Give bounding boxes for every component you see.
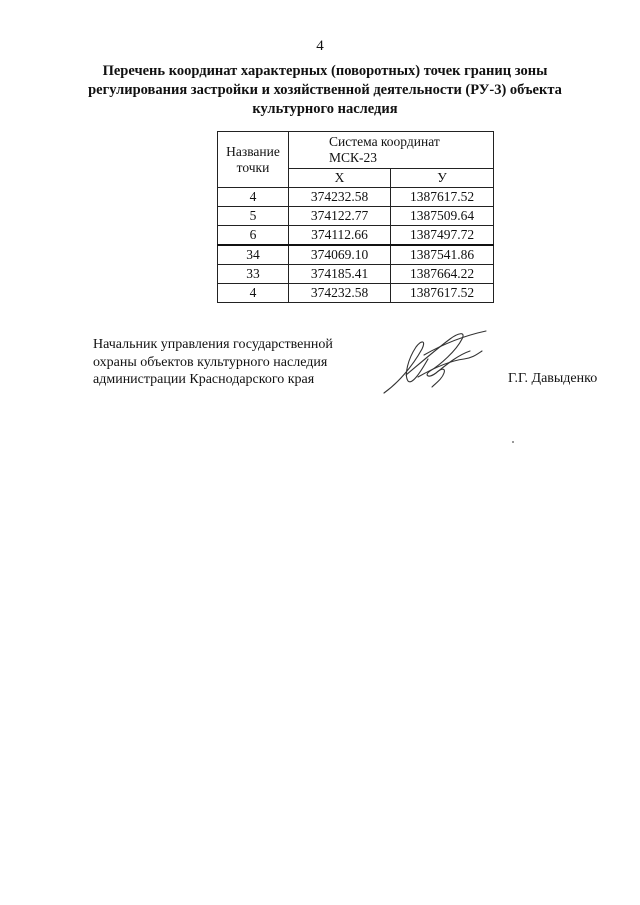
signatory-position [93, 336, 333, 389]
coord-y: 1387617.52 [391, 284, 494, 303]
title-line-2: регулирования застройки и хозяйственной деятельности (РУ-3) объекта [88, 82, 562, 98]
coord-y: 1387664.22 [391, 265, 494, 284]
header-point-name [218, 132, 289, 188]
coord-y: 1387541.86 [391, 245, 494, 265]
coord-y: 1387617.52 [391, 188, 494, 207]
page-number: 4 [316, 38, 324, 54]
header-y: У [391, 169, 494, 188]
document-title [70, 62, 580, 119]
table-row [218, 188, 494, 207]
position-line-1: Начальник управления государственной [93, 337, 333, 352]
point-number: 4 [218, 284, 289, 303]
table-header-row [218, 132, 494, 169]
scan-speck [512, 441, 514, 443]
title-line-3: культурного наследия [252, 101, 398, 117]
coord-x: 374232.58 [289, 284, 391, 303]
header-x: X [289, 169, 391, 188]
header-coordinate-system [289, 132, 494, 169]
point-number: 5 [218, 207, 289, 226]
coord-x: 374185.41 [289, 265, 391, 284]
signatory-name: Г.Г. Давыденко [508, 371, 598, 386]
table-row [218, 265, 494, 284]
coord-x: 374069.10 [289, 245, 391, 265]
table-row [218, 245, 494, 265]
handwritten-signature [378, 325, 498, 400]
title-line-1: Перечень координат характерных (поворотных) точек границ зоны [102, 63, 548, 79]
position-line-3: администрации Краснодарского края [93, 372, 315, 387]
header-system-line-1: Система координат [329, 134, 440, 149]
table-row [218, 226, 494, 246]
header-point-line-1: Название [226, 143, 280, 159]
coordinates-table [217, 131, 494, 303]
coord-x: 374112.66 [289, 226, 391, 246]
point-number: 6 [218, 226, 289, 246]
coord-y: 1387497.72 [391, 226, 494, 246]
header-system-line-2: МСК-23 [329, 150, 378, 165]
coord-y: 1387509.64 [391, 207, 494, 226]
coord-x: 374122.77 [289, 207, 391, 226]
point-number: 34 [218, 245, 289, 265]
coord-x: 374232.58 [289, 188, 391, 207]
position-line-2: охраны объектов культурного наследия [93, 354, 328, 370]
point-number: 4 [218, 188, 289, 207]
point-number: 33 [218, 265, 289, 284]
table-row [218, 207, 494, 226]
table-row [218, 284, 494, 303]
header-point-line-2: точки [236, 159, 270, 175]
